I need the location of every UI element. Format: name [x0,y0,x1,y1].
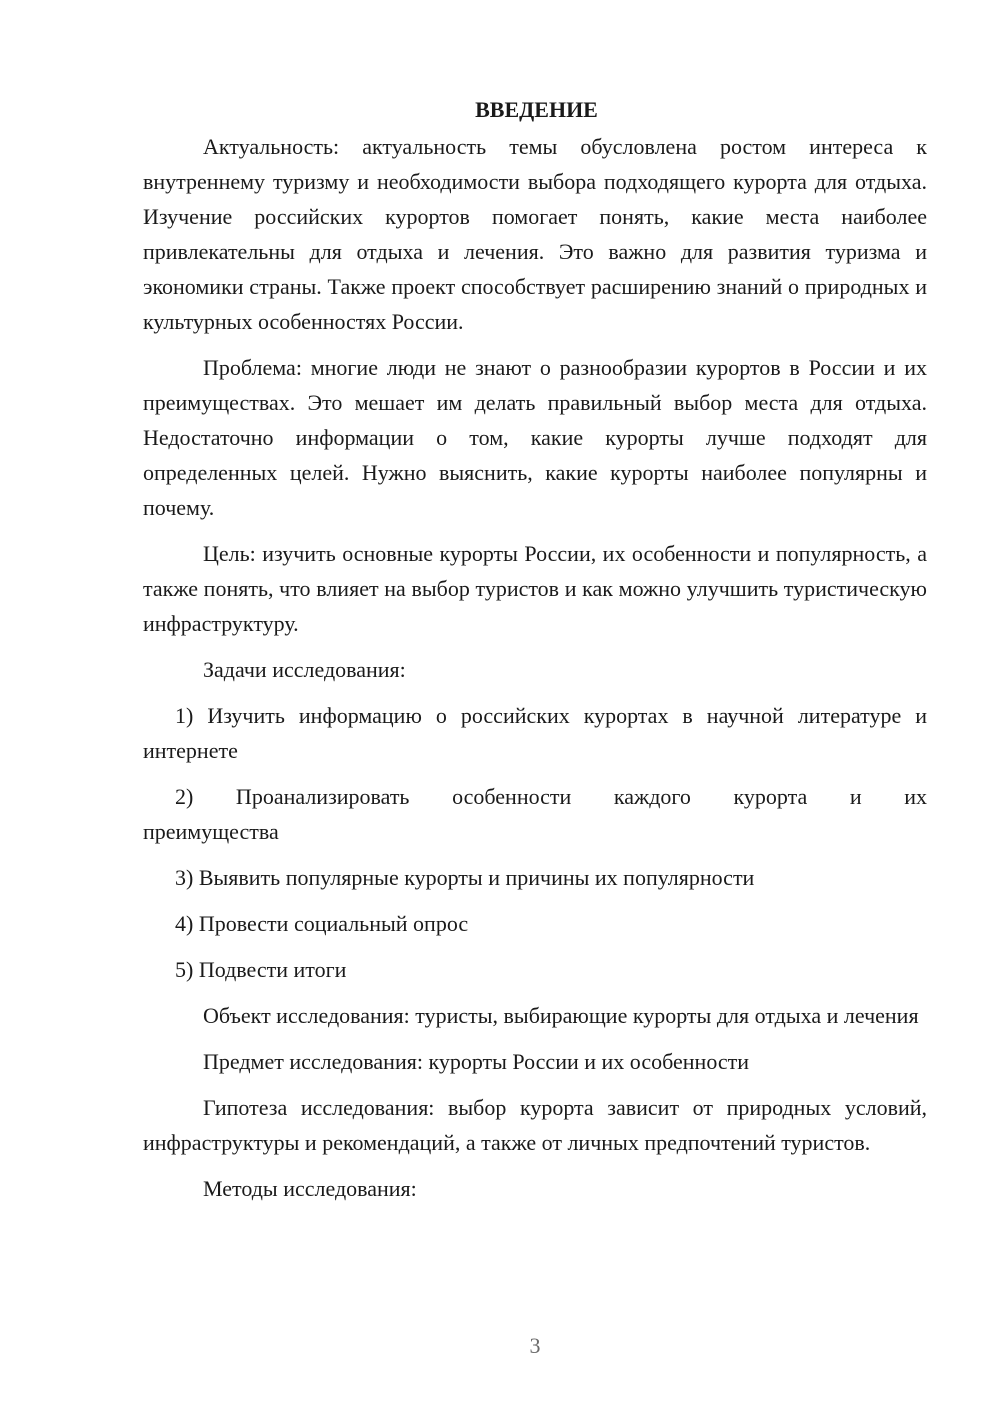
task-item-2-line-2: преимущества [143,819,279,844]
section-title: ВВЕДЕНИЕ [475,97,598,122]
research-object-paragraph: Объект исследования: туристы, выбирающие курорты для отдыха и лечения [203,1003,919,1028]
page-number: 3 [529,1333,541,1358]
research-methods-heading: Методы исследования: [203,1176,417,1201]
task-item-4: 4) Провести социальный опрос [175,911,469,936]
document-page [143,92,927,1217]
goal-paragraph: Цель: изучить основные курорты России, их особенности и популярность, а также понять, что влияет на выбор туристов и как можно улучшить туристическую инфраструктуру. [143,541,927,636]
task-item-1: 1) Изучить информацию о российских курортах в научной литературе и интернете [143,703,927,763]
research-subject-paragraph: Предмет исследования: курорты России и их особенности [203,1049,750,1074]
research-hypothesis-paragraph: Гипотеза исследования: выбор курорта зависит от природных условий, инфраструктуры и рекомендаций, а также от личных предпочтений туристов. [143,1095,927,1155]
task-item-2-line-1: 2) Проанализировать особенности каждого курорта и их [175,784,927,809]
task-item-3: 3) Выявить популярные курорты и причины их популярности [175,865,755,890]
problem-paragraph: Проблема: многие люди не знают о разнообразии курортов в России и их преимуществах. Это мешает им делать правильный выбор места для отдыха. Недостаточно информации о том, какие курорты лучше подходят для определенных целей. Нужно выяснить, какие курорты наиболее популярны и почему. [143,355,927,520]
tasks-heading: Задачи исследования: [203,657,406,682]
relevance-paragraph: Актуальность: актуальность темы обусловлена ростом интереса к внутреннему туризму и необходимости выбора подходящего курорта для отдыха. Изучение российских курортов помогает понять, какие места наиболее привлекательны для отдыха и лечения. Это важно для развития туризма и экономики страны. Также проект способствует расширению знаний о природных и культурных особенностях России. [143,134,927,334]
task-item-5: 5) Подвести итоги [175,957,347,982]
